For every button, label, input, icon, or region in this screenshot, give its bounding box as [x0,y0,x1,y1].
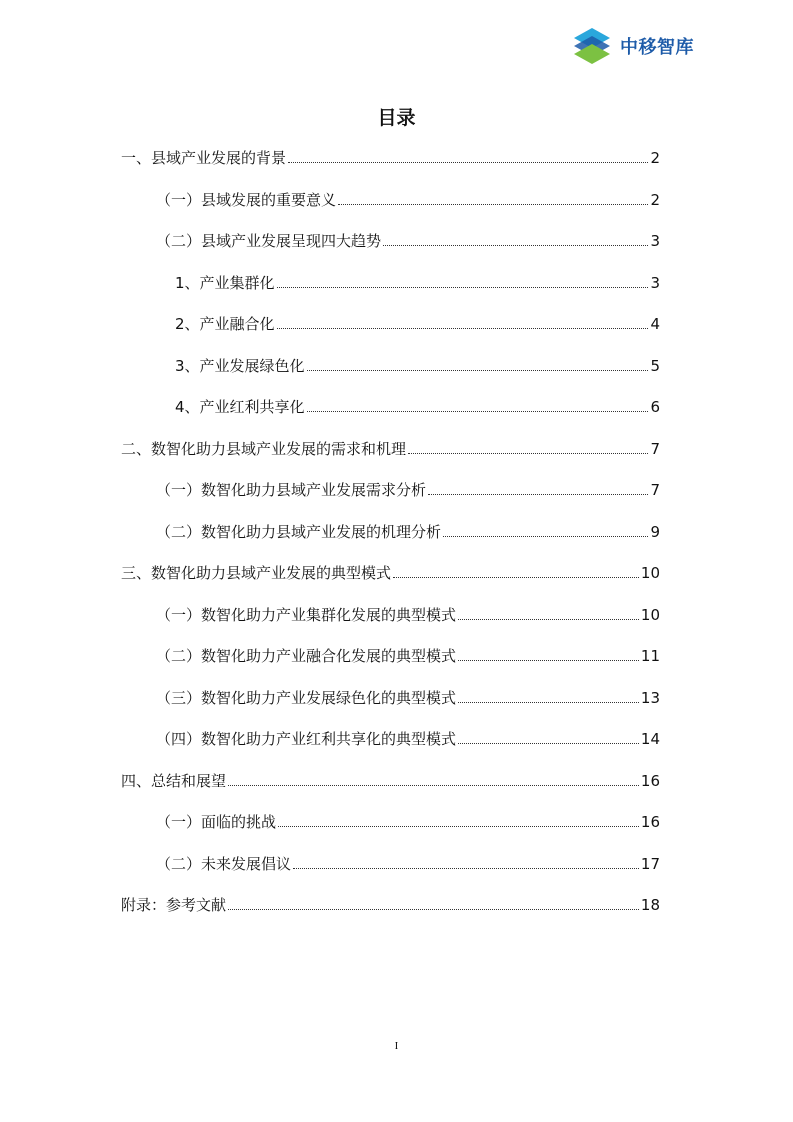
toc-dot-leader [393,577,639,578]
toc-dot-leader [277,287,649,288]
toc-dot-leader [458,702,639,703]
toc-dot-leader [458,619,639,620]
toc-entry-page: 3 [650,273,660,292]
toc-entry-label: 四、总结和展望 [121,771,227,790]
toc-entry[interactable] [156,644,660,668]
toc-entry-page: 7 [650,481,660,499]
toc-dot-leader [458,743,639,744]
toc-dot-leader [458,660,639,661]
toc-entry-page: 16 [640,771,660,790]
toc-dot-leader [428,494,648,495]
toc-entry-page: 10 [640,605,660,624]
toc-entry-label: （一）县域发展的重要意义 [156,190,337,209]
toc-entry-label: （一）数智化助力县域产业发展需求分析 [156,481,427,499]
toc-entry-page: 14 [640,730,660,748]
toc-entry[interactable] [156,229,660,253]
toc-entry[interactable] [156,188,660,212]
toc-entry[interactable] [156,478,660,502]
toc-dot-leader [307,411,649,412]
toc-entry[interactable] [156,520,660,544]
toc-dot-leader [383,245,648,246]
toc-entry[interactable] [156,727,660,751]
toc-entry-label: 3、产业发展绿色化 [175,356,305,375]
page-number: I [394,1040,399,1052]
toc-title: 目录 [377,107,416,129]
toc-entry-page: 18 [640,896,660,914]
toc-entry[interactable] [175,395,660,419]
toc-entry-page: 7 [650,439,660,458]
toc-entry-label: （三）数智化助力产业发展绿色化的典型模式 [156,688,457,707]
toc-entry[interactable] [121,769,660,793]
toc-entry-page: 2 [650,149,660,167]
toc-entry-page: 5 [650,356,660,375]
toc-entry-page: 10 [640,564,660,582]
toc-entry-page: 9 [650,522,660,541]
toc-entry[interactable] [156,852,660,876]
toc-entry-label: 1、产业集群化 [175,273,275,292]
logo-text: 中移智库 [620,37,694,58]
toc-entry[interactable] [156,810,660,834]
toc-entry[interactable] [121,146,660,170]
toc-dot-leader [277,328,649,329]
toc-dot-leader [288,162,648,163]
toc-entry-page: 17 [640,854,660,873]
toc-dot-leader [307,370,649,371]
toc-entry-page: 2 [650,190,660,209]
toc-dot-leader [228,909,639,910]
toc-entry-page: 3 [650,232,660,250]
toc-entry-label: （一）数智化助力产业集群化发展的典型模式 [156,605,457,624]
toc-entry-label: 4、产业红利共享化 [175,398,305,416]
toc-entry-page: 16 [640,813,660,831]
toc-entry[interactable] [121,561,660,585]
toc-entry-label: （二）数智化助力产业融合化发展的典型模式 [156,647,457,665]
toc-entry[interactable] [156,603,660,627]
toc-entry-label: （一）面临的挑战 [156,813,277,831]
toc-entry[interactable] [121,437,660,461]
toc-dot-leader [228,785,639,786]
toc-entry-label: 一、县域产业发展的背景 [121,149,287,167]
toc-entry-page: 6 [650,398,660,416]
toc-dot-leader [278,826,639,827]
toc-entry[interactable] [156,686,660,710]
toc-entry-label: 三、数智化助力县域产业发展的典型模式 [121,564,392,582]
toc-entry-label: 二、数智化助力县域产业发展的需求和机理 [121,439,407,458]
toc-entry[interactable] [121,893,660,917]
toc-entry-label: （二）县域产业发展呈现四大趋势 [156,232,382,250]
toc-entry-page: 13 [640,688,660,707]
toc-dot-leader [338,204,648,205]
toc-entry-page: 11 [640,647,660,665]
toc-entry-label: （四）数智化助力产业红利共享化的典型模式 [156,730,457,748]
toc-dot-leader [443,536,648,537]
toc-entry-label: 附录：参考文献 [121,896,227,914]
toc-entry[interactable] [175,271,660,295]
toc-dot-leader [408,453,648,454]
toc-entry[interactable] [175,312,660,336]
toc-entry[interactable] [175,354,660,378]
toc-entry-page: 4 [650,315,660,333]
toc-entry-label: 2、产业融合化 [175,315,275,333]
toc-dot-leader [293,868,639,869]
toc-entry-label: （二）未来发展倡议 [156,854,292,873]
toc-entry-label: （二）数智化助力县域产业发展的机理分析 [156,522,442,541]
